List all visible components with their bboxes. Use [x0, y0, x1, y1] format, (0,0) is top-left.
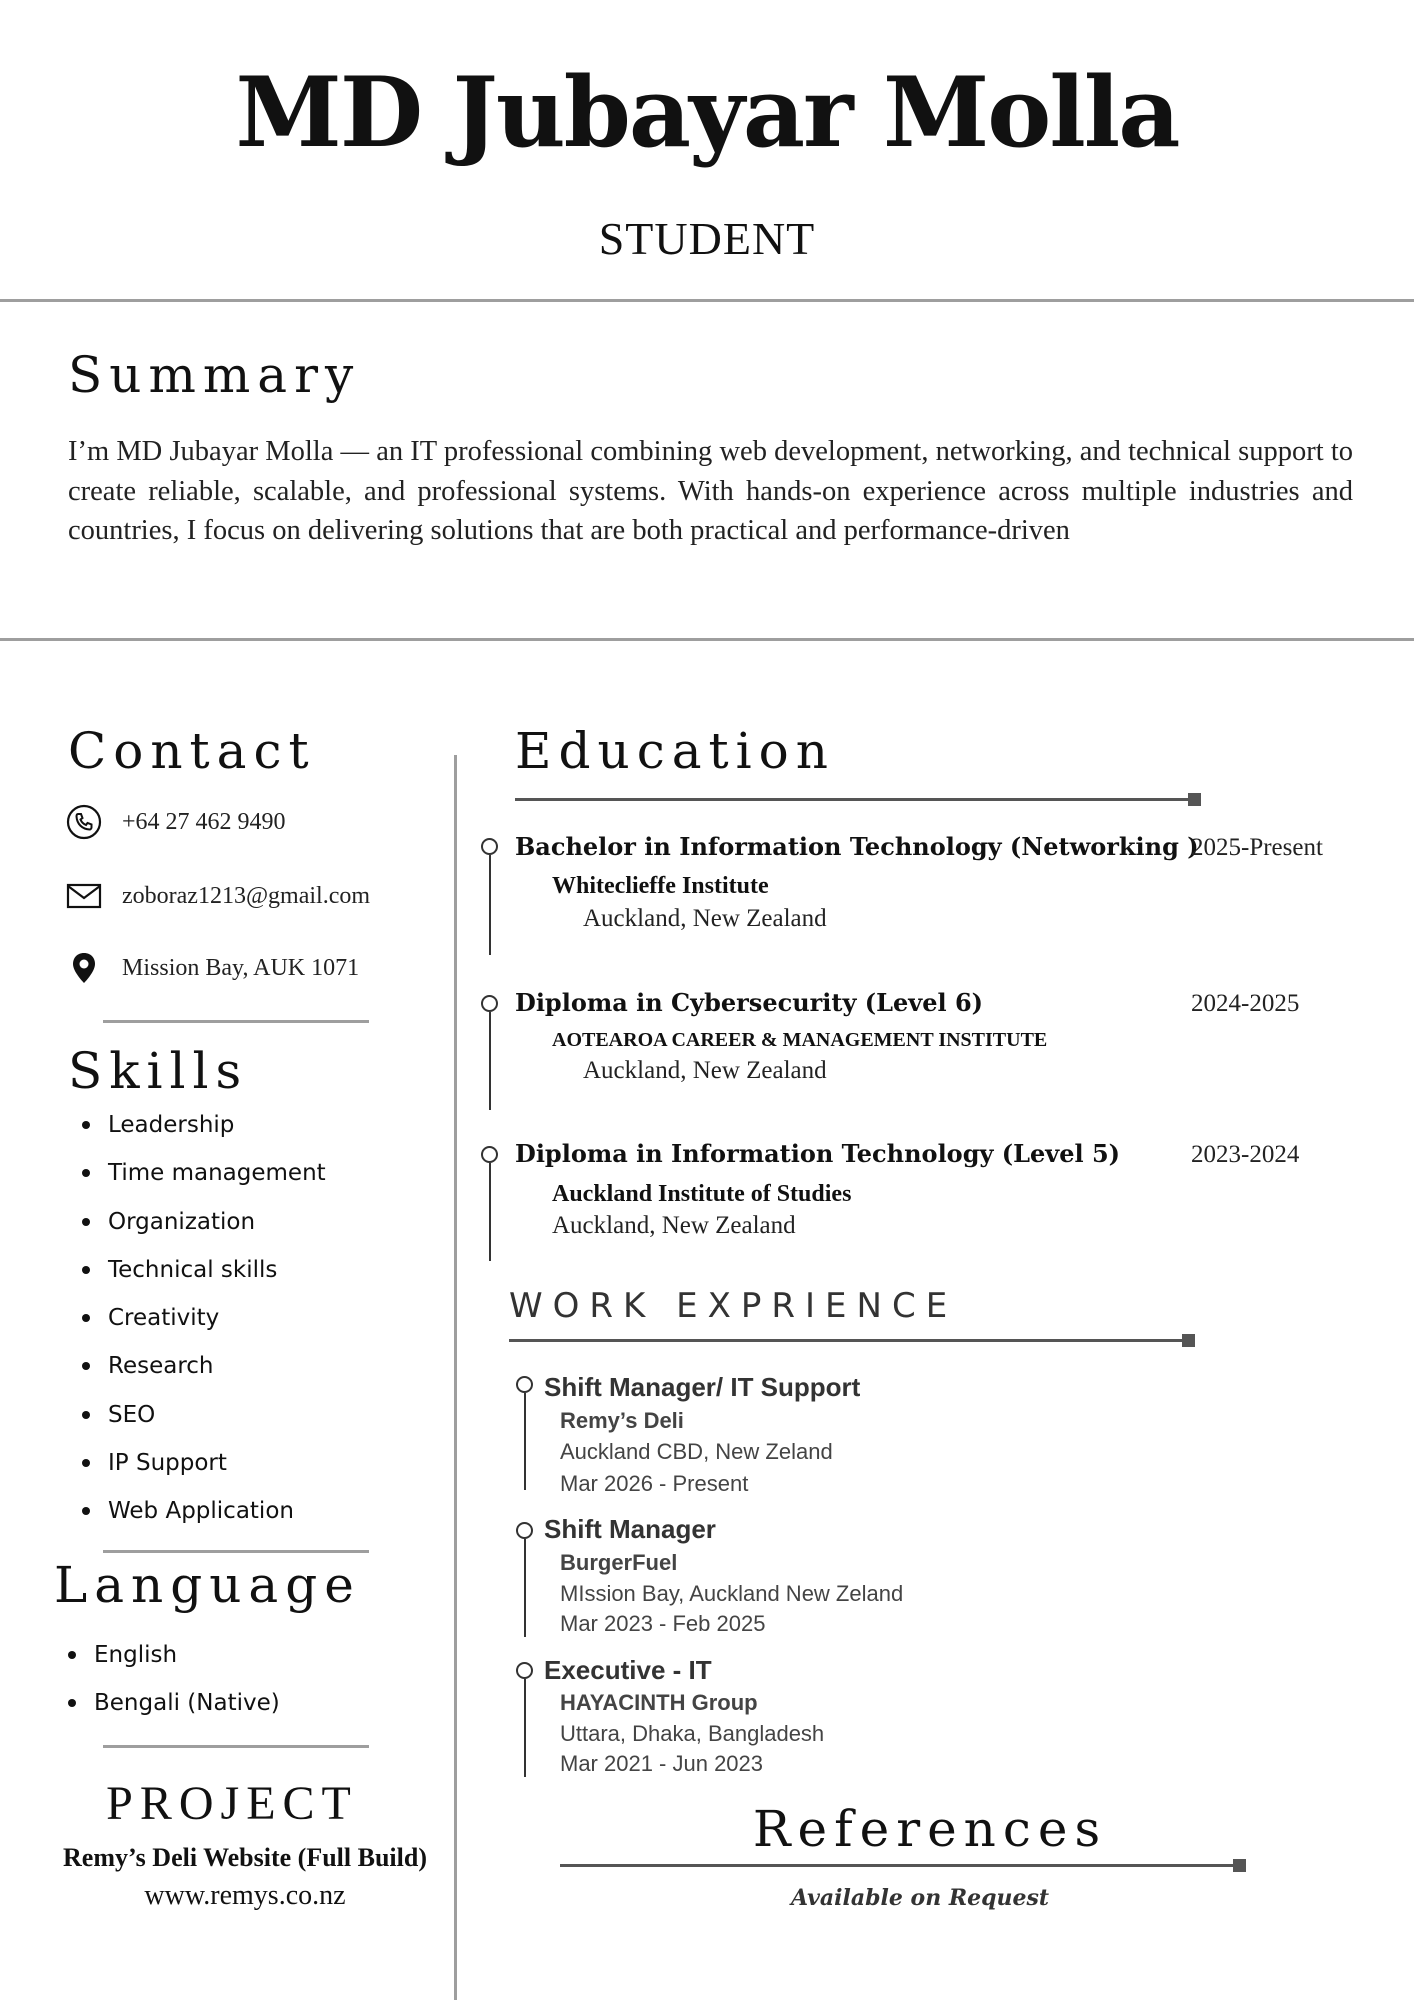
job-dates: Mar 2026 - Present: [560, 1471, 749, 1496]
summary-text: I’m MD Jubayar Molla — an IT professional combining web development, networking, and technical support to create reliable, scalable, and professional systems. With hands-on experience across multiple industries and countries, I focus on delivering solutions that are both practical and performance-driven: [68, 436, 1353, 546]
skill-item: Organization: [68, 1198, 448, 1246]
job-title: Executive - IT: [544, 1655, 712, 1685]
education-location: Auckland, New Zealand: [552, 1212, 796, 1239]
timeline-node: [516, 1662, 533, 1679]
language-divider: [103, 1745, 369, 1748]
timeline-stem: [524, 1539, 526, 1637]
job-dates: Mar 2023 - Feb 2025: [560, 1611, 766, 1636]
language-list: [54, 1631, 434, 1728]
education-institution: AOTEAROA CAREER & MANAGEMENT INSTITUTE: [552, 1029, 1048, 1051]
timeline-node: [481, 838, 498, 855]
job-title: Shift Manager/ IT Support: [544, 1372, 861, 1402]
job-company: Remy’s Deli: [560, 1408, 684, 1433]
work-underline-end: [1182, 1334, 1195, 1347]
timeline-stem: [524, 1393, 526, 1490]
header-divider: [0, 299, 1414, 302]
contact-phone[interactable]: [66, 802, 286, 842]
education-location: Auckland, New Zealand: [583, 905, 827, 932]
job-dates: Mar 2021 - Jun 2023: [560, 1751, 764, 1776]
skill-item: IP Support: [68, 1439, 448, 1487]
summary-heading: Summary: [68, 346, 361, 404]
education-institution: Auckland Institute of Studies: [552, 1181, 852, 1207]
references-underline: [560, 1864, 1235, 1867]
education-dates: 2023-2024: [1191, 1141, 1300, 1168]
skill-item: Time management: [68, 1149, 448, 1197]
work-underline: [509, 1339, 1189, 1342]
location-text: Mission Bay, AUK 1071: [122, 954, 360, 981]
skills-list: [68, 1101, 448, 1536]
skill-item: Leadership: [68, 1101, 448, 1149]
references-note: Available on Request: [790, 1885, 1050, 1911]
skills-heading: Skills: [68, 1042, 249, 1100]
candidate-role: STUDENT: [598, 213, 816, 264]
skills-divider: [103, 1550, 369, 1553]
education-title: Diploma in Cybersecurity (Level 6): [515, 988, 984, 1017]
education-title: Bachelor in Information Technology (Networking ): [515, 832, 1199, 861]
phone-number: +64 27 462 9490: [122, 808, 286, 835]
summary-divider: [0, 638, 1414, 641]
timeline-stem: [489, 1012, 491, 1110]
education-dates: 2024-2025: [1191, 990, 1300, 1017]
timeline-stem: [524, 1679, 526, 1777]
timeline-stem: [489, 855, 491, 955]
job-location: Uttara, Dhaka, Bangladesh: [560, 1721, 825, 1746]
job-company: BurgerFuel: [560, 1550, 678, 1575]
contact-email[interactable]: [66, 876, 370, 916]
project-name: Remy’s Deli Website (Full Build): [63, 1843, 427, 1872]
candidate-name: MD Jubayar Molla: [235, 56, 1179, 169]
timeline-node: [516, 1522, 533, 1539]
education-location: Auckland, New Zealand: [583, 1057, 827, 1084]
job-location: MIssion Bay, Auckland New Zeland: [560, 1581, 904, 1606]
phone-icon: [66, 804, 102, 840]
language-heading: Language: [54, 1556, 361, 1614]
email-icon: [66, 878, 102, 914]
language-item: English: [54, 1631, 434, 1679]
education-underline-end: [1188, 793, 1201, 806]
work-heading: WORK EXPRIENCE: [509, 1286, 958, 1326]
skill-item: Web Application: [68, 1487, 448, 1535]
references-underline-end: [1233, 1859, 1246, 1872]
column-divider: [454, 755, 457, 2000]
timeline-node: [481, 1146, 498, 1163]
job-title: Shift Manager: [544, 1514, 716, 1544]
education-title: Diploma in Information Technology (Level 5): [515, 1139, 1121, 1168]
references-heading: References: [752, 1800, 1108, 1858]
email-address: zoboraz1213@gmail.com: [122, 882, 371, 909]
education-dates: 2025-Present: [1191, 834, 1323, 861]
skill-item: SEO: [68, 1391, 448, 1439]
contact-heading: Contact: [68, 722, 316, 780]
timeline-stem: [489, 1163, 491, 1261]
contact-divider: [103, 1020, 369, 1023]
skill-item: Technical skills: [68, 1246, 448, 1294]
project-url-link[interactable]: www.remys.co.nz: [144, 1880, 346, 1911]
language-item: Bengali (Native): [54, 1679, 434, 1727]
skill-item: Creativity: [68, 1294, 448, 1342]
job-location: Auckland CBD, New Zeland: [560, 1439, 833, 1464]
location-pin-icon: [66, 950, 102, 986]
education-institution: Whiteclieffe Institute: [552, 873, 769, 899]
job-company: HAYACINTH Group: [560, 1690, 758, 1715]
timeline-node: [481, 995, 498, 1012]
project-heading: PROJECT: [106, 1777, 358, 1830]
skill-item: Research: [68, 1342, 448, 1390]
timeline-node: [516, 1376, 533, 1393]
education-underline: [515, 798, 1195, 801]
education-heading: Education: [515, 722, 835, 780]
contact-location: [66, 948, 359, 988]
